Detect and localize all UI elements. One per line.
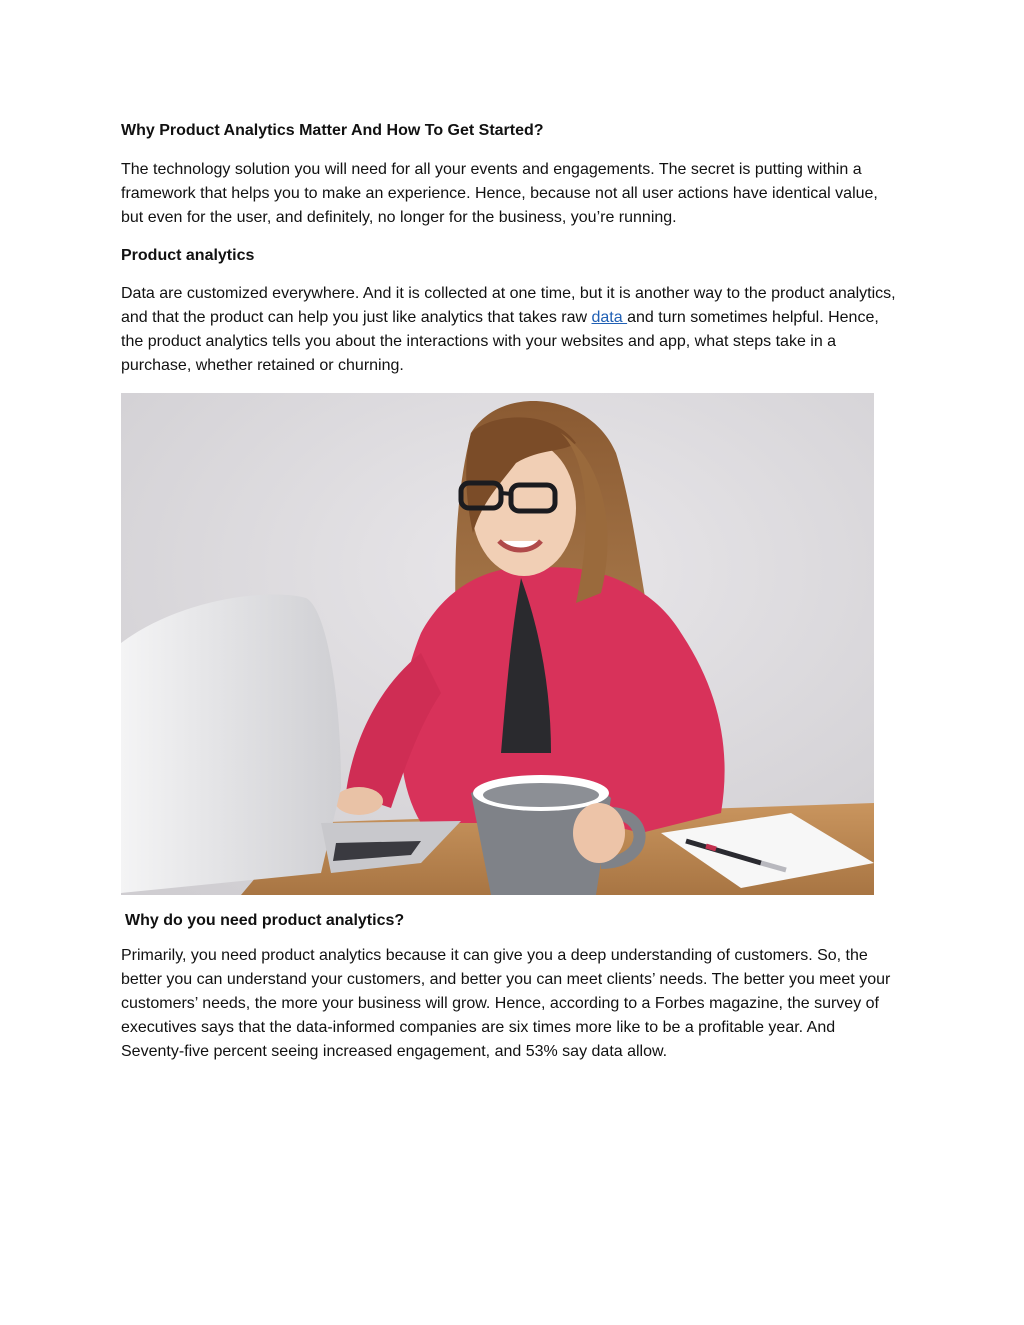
intro-paragraph: The technology solution you will need for all your events and engagements. The secret is putting within a framework that helps you to make an experience. Hence, because not all user actions have identical value, but even for the user, and definitely, no longer for the business, you’re running. <box>121 161 878 226</box>
section-heading-why: Why do you need product analytics? <box>125 912 405 929</box>
section-heading-product-analytics: Product analytics <box>121 247 255 264</box>
why-paragraph: Primarily, you need product analytics because it can give you a deep understanding of customers. So, the better you can understand your customers, and better you can meet clients’ needs. The better you meet your customers’ needs, the more your business will grow. Hence, according to a Forbes magazine, the survey of executives says that the data-informed companies are six times more like to be a profitable year. And Seventy-five percent seeing increased engagement, and 53% say data allow. <box>121 947 891 1060</box>
product-analytics-paragraph <box>121 282 901 378</box>
paragraph-text-after-link: and turn sometimes helpful. Hence, the product analytics tells you about the interactions with your websites and app, what steps take in a purchase, whether retained or churning. <box>121 309 879 374</box>
paragraph-text-before-link: Data are customized everywhere. And it is collected at one time, but it is another way to the product analytics, and that the product can help you just like analytics that takes raw <box>121 285 896 326</box>
data-link[interactable]: data <box>591 309 628 326</box>
woman-at-laptop-photo <box>121 393 874 895</box>
page-title: Why Product Analytics Matter And How To Get Started? <box>121 122 544 139</box>
